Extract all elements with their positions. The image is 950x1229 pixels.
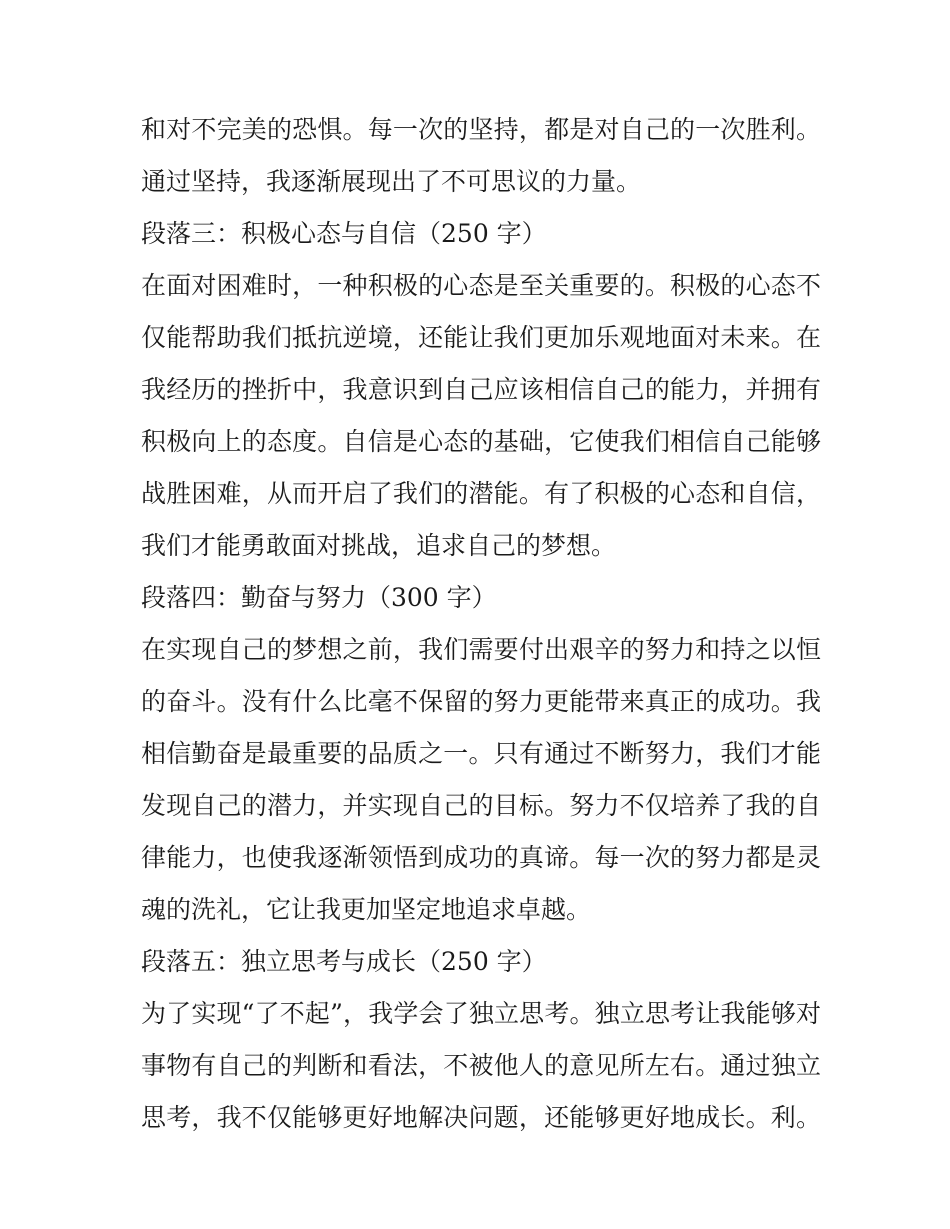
section-heading: 段落五：独立思考与成长（250 字）	[141, 947, 547, 976]
body-line: 思考，我不仅能够更好地解决问题，还能够更好地成长。利。	[141, 1103, 821, 1132]
body-line: 事物有自己的判断和看法，不被他人的意见所左右。通过独立	[141, 1051, 821, 1080]
section-heading: 段落三：积极心态与自信（250 字）	[141, 219, 547, 248]
body-line: 魂的洗礼，它让我更加坚定地追求卓越。	[141, 895, 592, 924]
body-line: 我们才能勇敢面对挑战，追求自己的梦想。	[141, 531, 617, 560]
body-line: 战胜困难，从而开启了我们的潜能。有了积极的心态和自信，	[141, 479, 821, 508]
body-line: 仅能帮助我们抵抗逆境，还能让我们更加乐观地面对未来。在	[141, 323, 821, 352]
body-line: 发现自己的潜力，并实现自己的目标。努力不仅培养了我的自	[141, 791, 821, 820]
body-line: 在面对困难时，一种积极的心态是至关重要的。积极的心态不	[141, 271, 821, 300]
section-heading: 段落四：勤奋与努力（300 字）	[141, 583, 497, 612]
body-line: 律能力，也使我逐渐领悟到成功的真谛。每一次的努力都是灵	[141, 843, 821, 872]
body-line: 积极向上的态度。自信是心态的基础，它使我们相信自己能够	[141, 427, 821, 456]
body-line: 我经历的挫折中，我意识到自己应该相信自己的能力，并拥有	[141, 375, 821, 404]
body-line: 在实现自己的梦想之前，我们需要付出艰辛的努力和持之以恒	[141, 635, 821, 664]
body-line: 相信勤奋是最重要的品质之一。只有通过不断努力，我们才能	[141, 739, 821, 768]
body-line: 和对不完美的恐惧。每一次的坚持，都是对自己的一次胜利。	[141, 115, 821, 144]
document-page	[141, 104, 821, 1144]
body-line: 通过坚持，我逐渐展现出了不可思议的力量。	[141, 167, 642, 196]
body-line: 为了实现“了不起”，我学会了独立思考。独立思考让我能够对	[141, 999, 821, 1028]
body-line: 的奋斗。没有什么比毫不保留的努力更能带来真正的成功。我	[141, 687, 821, 716]
